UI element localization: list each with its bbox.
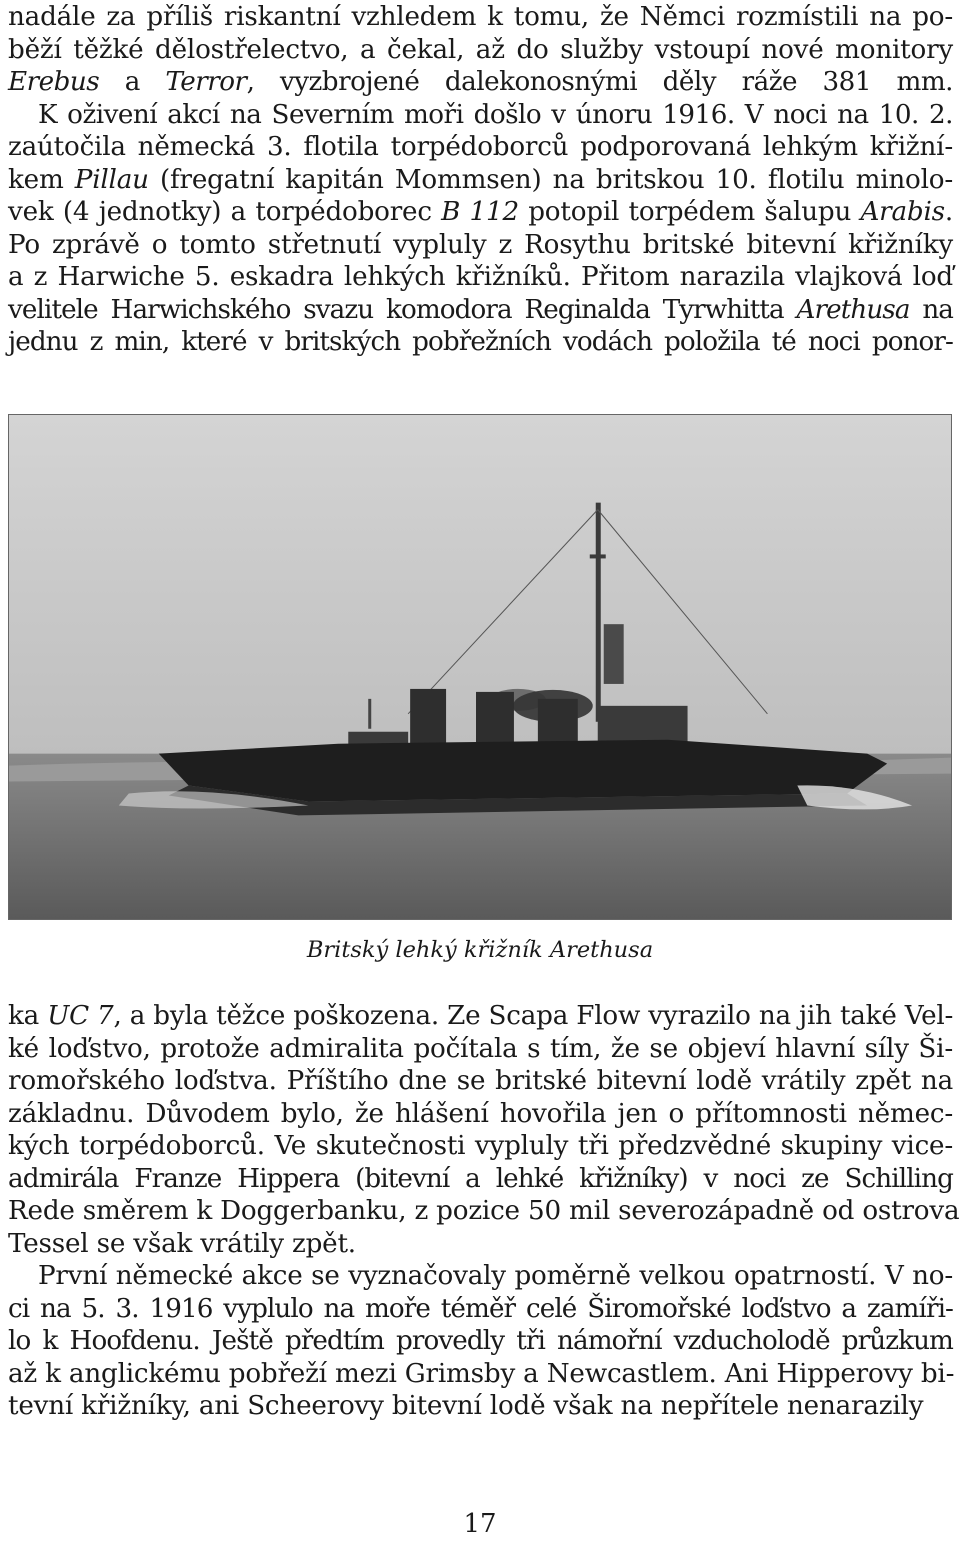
line-text: nadále za příliš riskantní vzhledem k tomu, že Němci rozmístili na po-	[8, 2, 953, 32]
text-line	[8, 196, 953, 229]
line-text: velitele Harwichského svazu komodora Reginalda Tyrwhitta	[8, 294, 797, 325]
line-text: , a byla těžce poškozena. Ze Scapa Flow vyrazilo na jih také Vel-	[113, 1001, 954, 1031]
line-text: Rede směrem k Doggerbanku, z pozice 50 mil severozápadně od ostrova	[8, 1196, 960, 1226]
line-text: romořského loďstva. Příštího dne se britské bitevní lodě vrátily zpět na	[8, 1066, 953, 1096]
italic-name: Terror	[165, 67, 247, 97]
text-line	[8, 294, 953, 327]
line-text: až k anglickému pobřeží mezi Grimsby a Newcastlem. Ani Hipperovy bi-	[8, 1358, 955, 1389]
line-text: a	[99, 67, 166, 97]
line-text: kem	[8, 164, 75, 195]
line-text: běží těžké dělostřelectvo, a čekal, až do služby vstoupí nové monitory	[8, 34, 953, 65]
line-text: jednu z min, které v britských pobřežních vodách položila té noci ponor-	[8, 327, 953, 357]
ship-photo	[8, 414, 952, 920]
line-text: a z Harwiche 5. eskadra lehkých křižníků. Přitom narazila vlajková loď	[8, 262, 953, 292]
line-text: K oživení akcí na Severním moři došlo v únoru 1916. V noci na 10. 2.	[38, 99, 953, 130]
text-line	[8, 34, 953, 67]
line-text: (fregatní kapitán Mommsen) na britskou 10. flotilu minolo-	[148, 164, 953, 195]
page-number: 17	[463, 1509, 497, 1539]
line-text: .	[944, 197, 953, 227]
line-text: tevní křižníky, ani Scheerovy bitevní lodě však na nepřítele nenarazily	[8, 1391, 924, 1421]
text-line	[8, 1130, 953, 1163]
italic-name: Arabis	[860, 197, 945, 227]
line-text: základnu. Důvodem bylo, že hlášení hovořila jen o přítomnosti němec-	[8, 1098, 953, 1129]
line-text: vek (4 jednotky) a torpédoborec	[8, 197, 442, 227]
line-text: Tessel se však vrátily zpět.	[8, 1228, 356, 1259]
line-text: admirála Franze Hippera (bitevní a lehké křižníky) v noci ze Schilling	[8, 1163, 953, 1194]
italic-name: Erebus	[8, 67, 100, 97]
text-line	[8, 1000, 953, 1033]
text-line	[8, 1065, 953, 1098]
text-line	[8, 1228, 953, 1261]
line-text: na	[909, 294, 953, 325]
text-line	[8, 1260, 953, 1293]
line-text: kých torpédoborců. Ve skutečnosti vypluly tři předzvědné skupiny vice-	[8, 1131, 953, 1161]
line-text: lo k Hoofdenu. Ještě předtím provedly tři námořní vzducholodě průzkum	[8, 1326, 953, 1356]
text-line	[8, 1033, 953, 1066]
text-line	[8, 1, 953, 34]
text-line	[8, 99, 953, 132]
line-text: ka	[8, 1001, 48, 1031]
text-line	[8, 229, 953, 262]
italic-name: B 112	[441, 197, 519, 227]
text-line	[8, 1390, 953, 1423]
photo-caption: Britský lehký křižník Arethusa	[306, 937, 654, 963]
cruiser-illustration	[9, 415, 951, 919]
italic-name: UC 7	[47, 1001, 114, 1031]
text-line	[8, 1293, 953, 1326]
line-text: , vyzbrojené dalekonosnými děly ráže 381 mm.	[246, 67, 953, 97]
text-line	[8, 66, 953, 99]
line-text: Po zprávě o tomto střetnutí vypluly z Rosythu britské bitevní křižníky	[8, 229, 953, 260]
text-line	[8, 1163, 953, 1196]
text-line	[8, 1358, 953, 1391]
text-line	[8, 326, 953, 359]
text-line	[8, 131, 953, 164]
line-text: potopil torpédem šalupu	[518, 197, 861, 227]
text-line	[8, 1325, 953, 1358]
paragraph-bottom	[8, 1000, 960, 1423]
paragraph-top	[8, 1, 953, 359]
line-text: ké loďstvo, protože admiralita počítala s tím, že se objeví hlavní síly Ši-	[8, 1033, 953, 1064]
line-text: zaútočila německá 3. flotila torpédoborců podporovaná lehkým křižní-	[8, 132, 953, 162]
text-line	[8, 164, 953, 197]
italic-name: Pillau	[74, 164, 149, 195]
text-line	[8, 261, 953, 294]
text-line	[8, 1195, 960, 1228]
text-line	[8, 1098, 953, 1131]
italic-name: Arethusa	[796, 294, 910, 325]
line-text: První německé akce se vyznačovaly poměrně velkou opatrností. V no-	[38, 1261, 953, 1291]
line-text: ci na 5. 3. 1916 vyplulo na moře téměř celé Širomořské loďstvo a zamíři-	[8, 1293, 953, 1324]
